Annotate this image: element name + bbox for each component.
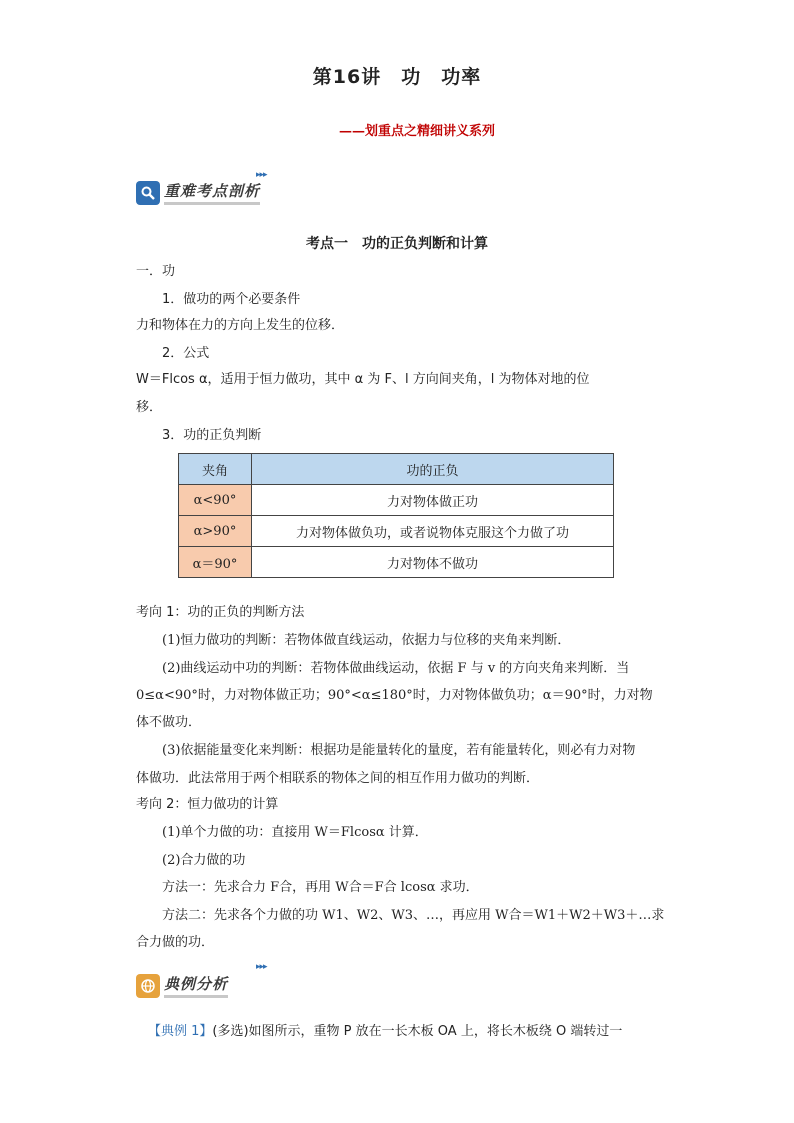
- search-icon: [136, 181, 160, 205]
- k2-method-1: 方法一：先求合力 F合，再用 W合＝F合 lcosα 求功．: [162, 880, 479, 895]
- table-cell-angle: α<90°: [179, 485, 252, 516]
- table-row: [179, 547, 614, 578]
- section-badge-key-points: [136, 180, 260, 205]
- globe-icon: [136, 974, 160, 998]
- badge-arrows-icon: ▸▸▸: [256, 962, 267, 972]
- heading-gong: 一．功: [136, 264, 176, 279]
- badge-arrows-icon: ▸▸▸: [256, 170, 267, 180]
- kaoxiang-2: 考向 2：恒力做功的计算: [136, 797, 279, 812]
- table-cell-sign: 力对物体不做功: [252, 547, 614, 578]
- table-cell-sign: 力对物体做负功，或者说物体克服这个力做了功: [252, 516, 614, 547]
- item-sign: 3．功的正负判断: [162, 428, 262, 443]
- item-formula: 2．公式: [162, 346, 210, 361]
- page-subtitle: ——划重点之精细讲义系列: [338, 124, 495, 139]
- table-row: [179, 485, 614, 516]
- k2-method-2b: 合力做的功．: [136, 935, 215, 950]
- k2-paragraph-2: (2)合力做的功: [162, 853, 246, 868]
- k1-paragraph-3b: 体做功．此法常用于两个相联系的物体之间的相互作用力做功的判断．: [136, 771, 540, 786]
- table-cell-angle: α＝90°: [179, 547, 252, 578]
- table-header-row: [179, 454, 614, 485]
- formula-line-1: W＝Flcos α，适用于恒力做功，其中 α 为 F、l 方向间夹角，l 为物体对地的位: [136, 372, 590, 387]
- section-badge-label: 典例分析: [164, 973, 228, 998]
- table-row: [179, 516, 614, 547]
- k2-method-2a: 方法二：先求各个力做的功 W1、W2、W3、…，再应用 W合＝W1＋W2＋W3＋…求: [162, 908, 665, 923]
- kaodian-heading: 考点一 功的正负判断和计算: [306, 236, 488, 252]
- table-cell-sign: 力对物体做正功: [252, 485, 614, 516]
- example-text: (多选)如图所示，重物 P 放在一长木板 OA 上，将长木板绕 O 端转过一: [212, 1024, 623, 1039]
- k1-paragraph-2b: 0≤α<90°时，力对物体做正功；90°<α≤180°时，力对物体做负功；α＝90°时，力对物: [136, 688, 653, 703]
- example-label: 【典例 1】: [148, 1024, 213, 1039]
- work-sign-table: [178, 453, 614, 578]
- table-cell-angle: α>90°: [179, 516, 252, 547]
- table-header-sign: 功的正负: [252, 454, 614, 485]
- k1-paragraph-2c: 体不做功．: [136, 715, 202, 730]
- kaoxiang-1: 考向 1：功的正负的判断方法: [136, 605, 305, 620]
- k1-paragraph-2a: (2)曲线运动中功的判断：若物体做曲线运动，依据 F 与 v 的方向夹角来判断．当: [162, 661, 630, 676]
- k2-paragraph-1: (1)单个力做的功：直接用 W＝Flcosα 计算．: [162, 825, 428, 840]
- example-1: [148, 1022, 622, 1042]
- k1-paragraph-1: (1)恒力做功的判断：若物体做直线运动，依据力与位移的夹角来判断．: [162, 633, 571, 648]
- section-badge-examples: [136, 973, 228, 998]
- page-title: 第16讲 功 功率: [312, 66, 482, 88]
- table-header-angle: 夹角: [179, 454, 252, 485]
- section-badge-label: 重难考点剖析: [164, 180, 260, 205]
- k1-paragraph-3a: (3)依据能量变化来判断：根据功是能量转化的量度，若有能量转化，则必有力对物: [162, 743, 636, 758]
- item-conditions: 1．做功的两个必要条件: [162, 292, 301, 307]
- item-conditions-text: 力和物体在力的方向上发生的位移．: [136, 318, 345, 333]
- formula-line-2: 移．: [136, 400, 163, 415]
